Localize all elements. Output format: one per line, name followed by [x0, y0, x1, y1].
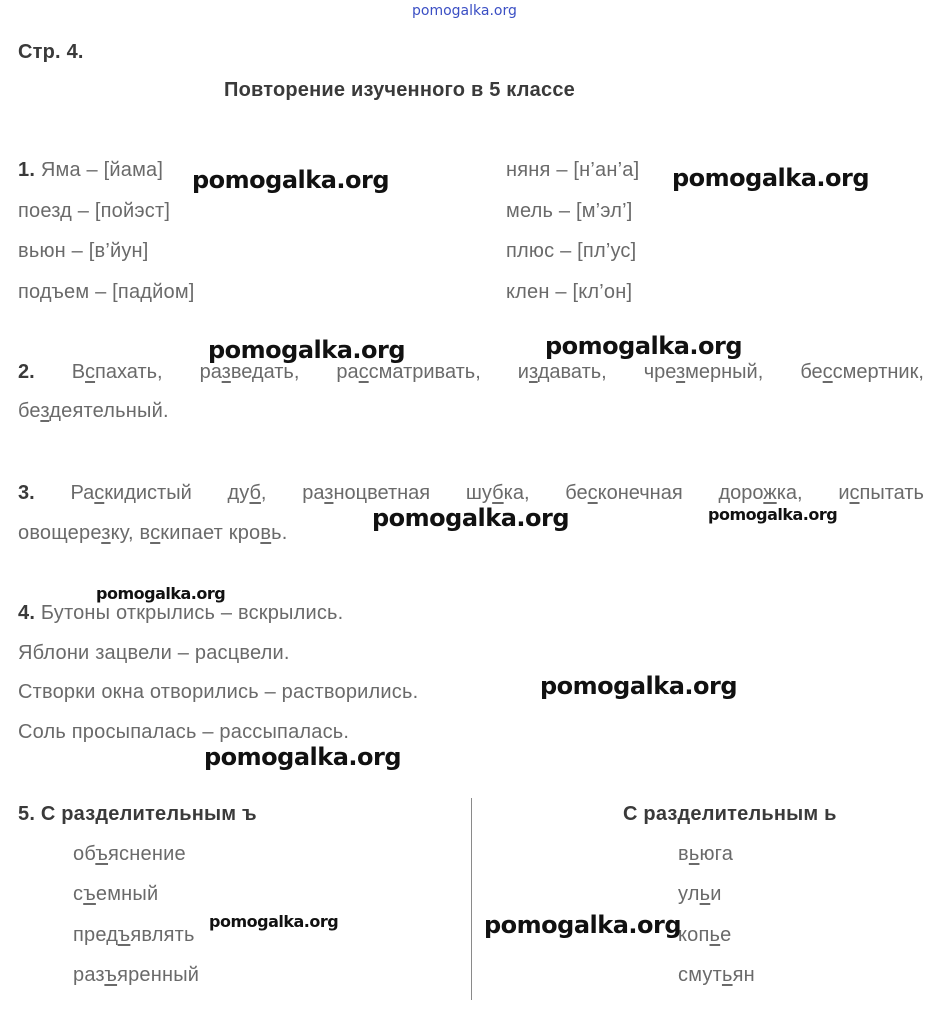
site-link[interactable]: pomogalka.org: [412, 3, 517, 19]
text-segment: ь.: [271, 522, 288, 544]
underlined-letter: ъ: [83, 883, 96, 905]
task-number: 3.: [18, 482, 35, 504]
soft-sign-word-3: [678, 924, 731, 947]
text-segment: и: [517, 361, 529, 383]
text-segment: об: [73, 843, 96, 865]
task1-row-4-right: клен – [кл’он]: [506, 281, 633, 303]
task-number: 5.: [18, 803, 36, 825]
underlined-letter: с: [587, 482, 598, 504]
word: [466, 482, 530, 505]
word: [518, 361, 607, 384]
word: няня: [506, 159, 551, 181]
text-segment: ка,: [503, 482, 530, 504]
text-segment: мерный,: [685, 361, 764, 383]
watermark: pomogalka.org: [372, 504, 570, 532]
underlined-letter: с: [94, 482, 105, 504]
text-segment: в: [678, 843, 689, 865]
text-segment: ведать,: [230, 361, 300, 383]
word: [800, 361, 924, 384]
text-segment: яренный: [117, 964, 200, 986]
word: [718, 482, 802, 505]
text-segment: юга: [699, 843, 734, 865]
transcription: [н’ан’а]: [573, 159, 640, 181]
text-segment: шу: [465, 482, 493, 504]
text-segment: деятельный.: [49, 400, 169, 422]
soft-sign-word-2: [678, 883, 722, 906]
word: подъем: [18, 281, 90, 303]
task3-line-2: [18, 522, 288, 545]
watermark: pomogalka.org: [484, 911, 682, 939]
underlined-letter: с: [849, 482, 860, 504]
word: вьюн: [18, 240, 66, 262]
task1-row-4-left: подъем – [падйом]: [18, 281, 195, 303]
task5-right-title: С разделительным ь: [623, 803, 837, 825]
watermark: pomogalka.org: [209, 912, 339, 931]
underlined-letter: с: [358, 361, 369, 383]
transcription: [пл’ус]: [577, 240, 637, 262]
word: [72, 361, 163, 384]
underlined-letter: ъ: [117, 924, 131, 946]
task1-row-3-right: плюс – [пл’ус]: [506, 240, 637, 262]
text-segment: ул: [678, 883, 700, 905]
transcription: [йама]: [103, 159, 164, 181]
text-segment: чре: [643, 361, 676, 383]
word: [302, 482, 430, 505]
word: мель: [506, 200, 554, 222]
underlined-letter: ъ: [95, 843, 109, 865]
underlined-letter: ь: [721, 964, 733, 986]
watermark: pomogalka.org: [96, 584, 226, 603]
word: [70, 482, 191, 505]
underlined-letter: з: [675, 361, 686, 383]
text-segment: бе: [18, 400, 41, 422]
underlined-letter: ь: [709, 924, 721, 946]
task-number: 2.: [18, 361, 35, 383]
word: поезд: [18, 200, 73, 222]
text-segment: пред: [73, 924, 118, 946]
section-heading: Повторение изученного в 5 классе: [224, 79, 575, 101]
task4-line-4: Соль просыпалась – рассыпалась.: [18, 721, 350, 743]
text-segment: смертник,: [832, 361, 924, 383]
text-segment: ноцветная: [333, 482, 431, 504]
text-segment: ра: [302, 482, 325, 504]
text-segment: кипает кро: [160, 522, 261, 544]
soft-sign-word-1: [678, 843, 733, 866]
underlined-letter: ь: [699, 883, 711, 905]
hard-sign-word-4: [73, 964, 199, 987]
task-number: 4.: [18, 602, 36, 624]
task2-line-1: [18, 361, 924, 384]
underlined-letter: в: [260, 522, 272, 544]
text-segment: кидистый: [104, 482, 192, 504]
word: [565, 482, 682, 505]
underlined-letter: з: [40, 400, 50, 422]
text-segment: смут: [678, 964, 722, 986]
underlined-letter: з: [324, 482, 334, 504]
underlined-letter: ь: [688, 843, 700, 865]
transcription: [в’йун]: [88, 240, 149, 262]
page-reference: Стр. 4.: [18, 41, 84, 63]
underlined-letter: з: [528, 361, 538, 383]
word: плюс: [506, 240, 555, 262]
task-number: 1.: [18, 159, 36, 181]
underlined-letter: с: [85, 361, 96, 383]
text-segment: доро: [718, 482, 764, 504]
column-divider: [471, 798, 472, 1000]
watermark: pomogalka.org: [672, 164, 870, 192]
task3-line-1: [18, 482, 924, 505]
hard-sign-word-2: [73, 883, 158, 906]
text-segment: пытать: [859, 482, 924, 504]
hard-sign-word-3: [73, 924, 195, 947]
task5-left-title: [18, 803, 257, 826]
text-segment: конечная: [597, 482, 683, 504]
watermark: pomogalka.org: [204, 743, 402, 771]
word: [336, 361, 480, 384]
task1-row-2-right: мель – [м’эл’]: [506, 200, 633, 222]
text-segment: ,: [260, 482, 267, 504]
watermark: pomogalka.org: [192, 166, 390, 194]
task1-row-2-left: поезд – [пойэст]: [18, 200, 171, 222]
transcription: [падйом]: [112, 281, 195, 303]
task2-line-2: [18, 400, 169, 423]
task4-line-2: Яблони зацвели – расцвели.: [18, 642, 290, 664]
text-segment: коп: [678, 924, 710, 946]
text-segment: с: [73, 883, 84, 905]
word: [838, 482, 924, 505]
text-segment: и: [838, 482, 850, 504]
soft-sign-word-4: [678, 964, 755, 987]
underlined-letter: ъ: [104, 964, 118, 986]
text-segment: ра: [336, 361, 359, 383]
text-segment: и: [710, 883, 722, 905]
text-segment: ка,: [776, 482, 803, 504]
word: [228, 482, 267, 505]
underlined-letter: ж: [763, 482, 777, 504]
watermark: pomogalka.org: [208, 336, 406, 364]
text-segment: бе: [565, 482, 588, 504]
text-segment: ра: [199, 361, 222, 383]
text-segment: овощере: [18, 522, 102, 544]
text-segment: ку, в: [110, 522, 151, 544]
underlined-letter: б: [492, 482, 504, 504]
underlined-letter: с: [150, 522, 161, 544]
task4-line-1: [18, 602, 343, 625]
watermark: pomogalka.org: [708, 505, 838, 524]
word: клен: [506, 281, 550, 303]
text-segment: ду: [227, 482, 250, 504]
watermark: pomogalka.org: [540, 672, 738, 700]
task4-line-3: Створки окна отворились – растворились.: [18, 681, 419, 703]
text-segment: емный: [95, 883, 159, 905]
transcription: [кл’он]: [572, 281, 633, 303]
column-title: С разделительным ъ: [40, 803, 257, 825]
underlined-letter: з: [101, 522, 111, 544]
task1-row-1-right: няня – [н’ан’а]: [506, 159, 640, 181]
text-segment: Ра: [70, 482, 95, 504]
text-segment: сматривать,: [368, 361, 481, 383]
transcription: [м’эл’]: [575, 200, 633, 222]
text-segment: давать,: [537, 361, 607, 383]
sentence: Бутоны открылись – вскрылись.: [40, 602, 344, 624]
word: [644, 361, 764, 384]
text-segment: В: [71, 361, 86, 383]
word: [200, 361, 300, 384]
underlined-letter: с: [822, 361, 833, 383]
text-segment: бе: [800, 361, 823, 383]
watermark: pomogalka.org: [545, 332, 743, 360]
text-segment: яснение: [108, 843, 186, 865]
text-segment: являть: [130, 924, 195, 946]
transcription: [пойэст]: [94, 200, 171, 222]
hard-sign-word-1: [73, 843, 186, 866]
task1-row-3-left: вьюн – [в’йун]: [18, 240, 149, 262]
text-segment: ян: [732, 964, 755, 986]
text-segment: пахать,: [95, 361, 163, 383]
underlined-letter: з: [221, 361, 231, 383]
task1-row-1-left: 1. Яма – [йама]: [18, 159, 164, 181]
text-segment: раз: [73, 964, 105, 986]
underlined-letter: б: [249, 482, 261, 504]
text-segment: е: [720, 924, 732, 946]
word: Яма: [40, 159, 81, 181]
